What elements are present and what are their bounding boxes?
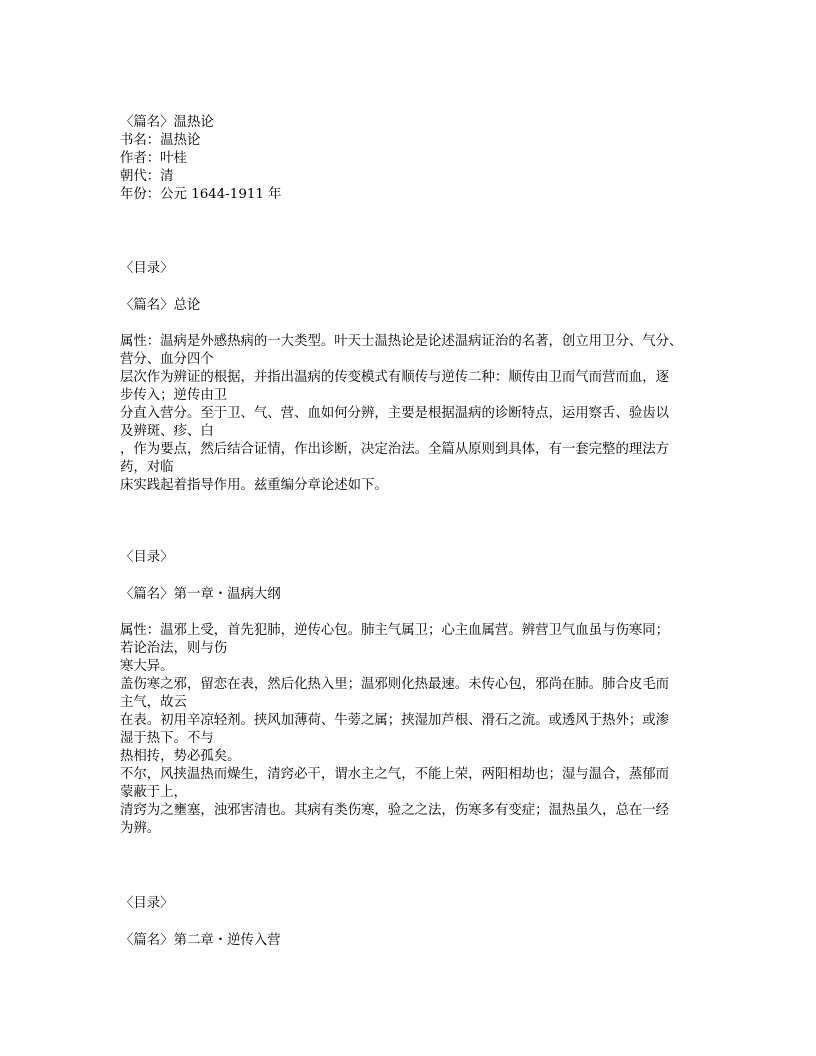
body-line: 属性：温邪上受，首先犯肺，逆传心包。肺主气属卫；心主血属营。辨营卫气血虽与伤寒同； [120,623,670,638]
header-line: 朝代：清 [120,169,174,184]
body-line: 若论治法，则与伤 [120,641,228,656]
body-line: 为辨。 [120,821,161,836]
body-line: 清窍为之壅塞，浊邪害清也。其病有类伤寒，验之之法，伤寒多有变症；温热虽久，总在一经 [120,803,670,818]
header-line: 作者：叶桂 [120,151,187,166]
section-title-text: 〈篇名〉第一章・温病大纲 [120,587,281,602]
body-line: 分直入营分。至于卫、气、营、血如何分辨，主要是根据温病的诊断特点，运用察舌、验齿以 [120,406,670,421]
toc-label: 〈目录〉 [120,550,174,565]
toc-link [120,260,720,278]
header-line: 书名：温热论 [120,133,201,148]
body-line: 及辨斑、疹、白 [120,424,214,439]
toc-label: 〈目录〉 [120,261,174,276]
document-header [120,114,720,204]
header-line: 年份：公元 1644-1911 年 [120,187,282,202]
body-line: 主气，故云 [120,695,187,710]
body-line: ，作为要点，然后结合证情，作出诊断，决定治法。全篇从原则到具体，有一套完整的理法方 [120,442,670,457]
toc-link [120,549,720,567]
body-line: 在表。初用辛凉轻剂。挟风加薄荷、牛蒡之属；挟湿加芦根、滑石之流。或透风于热外；或渗 [120,713,670,728]
section-title-text: 〈篇名〉第二章・逆传入营 [120,933,281,948]
body-line: 湿于热下。不与 [120,731,214,746]
body-line: 不尔，风挟温热而燥生，清窍必干，谓水主之气，不能上荣，两阳相劫也；湿与温合，蒸郁而 [120,767,670,782]
section-title-text: 〈篇名〉总论 [120,298,201,313]
body-line: 属性：温病是外感热病的一大类型。叶天士温热论是论述温病证治的名著，创立用卫分、气分、 [120,334,683,349]
header-line: 〈篇名〉温热论 [120,115,214,130]
body-line: 床实践起着指导作用。兹重编分章论述如下。 [120,478,388,493]
toc-label: 〈目录〉 [120,896,174,911]
body-line: 步传入；逆传由卫 [120,388,228,403]
section-title [120,586,720,604]
body-line: 寒大异。 [120,659,174,674]
body-line: 热相抟，势必孤矣。 [120,749,241,764]
section-body [120,333,720,495]
body-line: 层次作为辨证的根据，并指出温病的传变模式有顺传与逆传二种：顺传由卫而气而营而血，逐 [120,370,670,385]
body-line: 盖伤寒之邪，留恋在表，然后化热入里；温邪则化热最速。未传心包，邪尚在肺。肺合皮毛而 [120,677,670,692]
toc-link [120,895,720,913]
body-line: 营分、血分四个 [120,352,214,367]
body-line: 药，对临 [120,460,174,475]
section-body [120,622,720,838]
section-title [120,297,720,315]
body-line: 蒙蔽于上， [120,785,187,800]
section-title [120,932,720,950]
